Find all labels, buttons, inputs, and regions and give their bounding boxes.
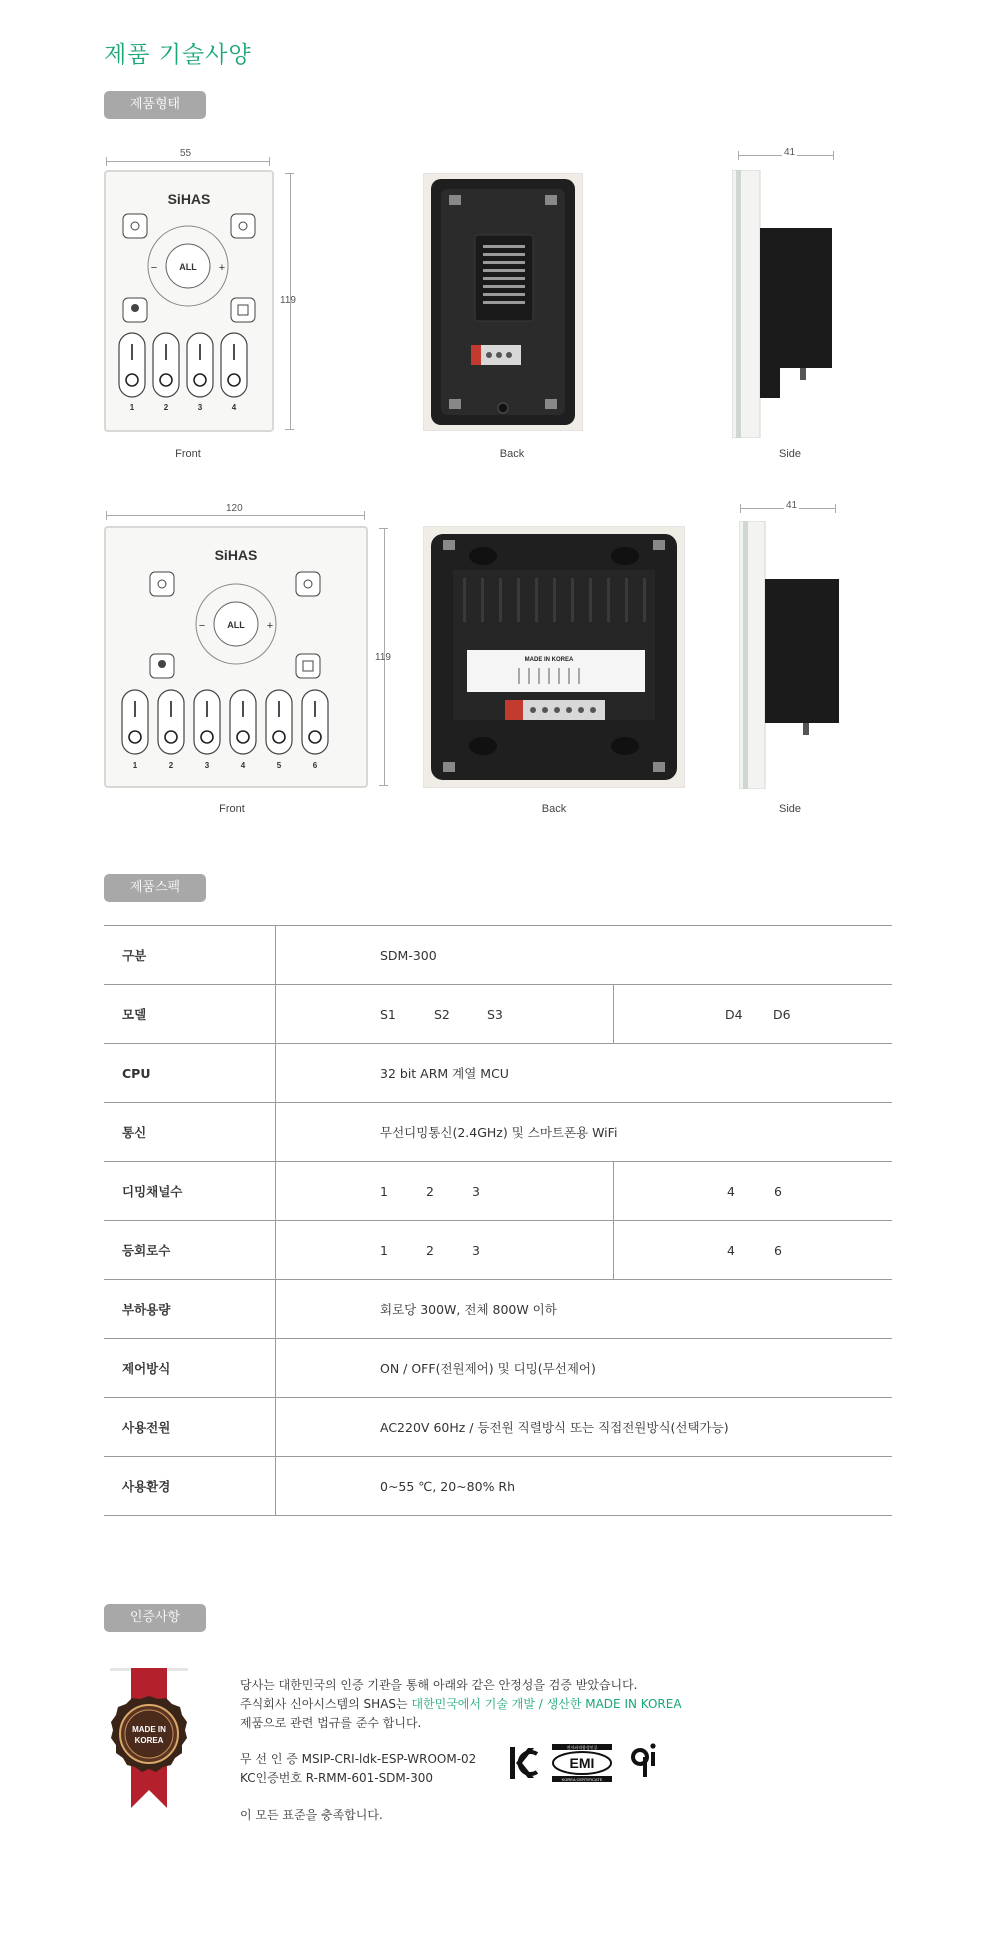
row-value: 32 bit ARM 계열 MCU [380, 1066, 509, 1081]
row-value: 1 [380, 1243, 388, 1258]
row-value: D6 [773, 1007, 791, 1022]
row-value: 0~55 ℃, 20~80% Rh [380, 1479, 516, 1494]
row-label: 디밍채널수 [122, 1184, 183, 1199]
table-row [104, 1457, 892, 1516]
svg-text:ALL: ALL [179, 262, 197, 272]
front-panel-image-4ch [104, 170, 274, 432]
svg-text:3: 3 [197, 403, 203, 412]
radio-cert-number: 무 선 인 증 MSIP-CRI-ldk-ESP-WROOM-02 [240, 1752, 477, 1766]
row-value: 2 [426, 1243, 434, 1258]
row-value: 무선디밍통신(2.4GHz) 및 스마트폰용 WiFi [380, 1125, 618, 1140]
svg-text:KOREA CERTIFICATE: KOREA CERTIFICATE [561, 1777, 603, 1782]
front-height-value: 119 [280, 295, 296, 306]
back-panel-image-4ch [423, 173, 583, 431]
row-label: 등회로수 [122, 1243, 171, 1258]
row-label: 부하용량 [122, 1302, 171, 1317]
table-row [104, 926, 892, 985]
svg-text:EMI: EMI [569, 1755, 595, 1771]
svg-text:KOREA: KOREA [134, 1736, 164, 1745]
page-title: 제품 기술사양 [104, 42, 252, 68]
row-value: 4 [727, 1243, 735, 1258]
row-value: 3 [472, 1243, 480, 1258]
front-panel-image-6ch [104, 526, 368, 788]
table-row [104, 1221, 892, 1280]
spec-table [104, 925, 892, 1516]
width-dimension-line [106, 161, 270, 162]
front-label-6ch: Front [219, 803, 245, 815]
table-row [104, 1398, 892, 1457]
row-value: S3 [487, 1007, 503, 1022]
table-row [104, 1162, 892, 1221]
row-value: S1 [380, 1007, 396, 1022]
svg-text:−: − [198, 620, 206, 632]
row-value: D4 [725, 1007, 743, 1022]
cert-line-1: 당사는 대한민국의 인증 기관을 통해 아래와 같은 안정성을 검증 받았습니다. [240, 1678, 638, 1692]
svg-text:2: 2 [163, 403, 169, 412]
table-row [104, 1044, 892, 1103]
svg-text:ALL: ALL [227, 620, 245, 630]
cert-highlight: 대한민국에서 기술 개발 / 생산한 MADE IN KOREA [411, 1697, 682, 1711]
table-row [104, 985, 892, 1044]
svg-text:+: + [266, 620, 274, 632]
made-in-korea-badge-icon [104, 1668, 194, 1810]
svg-text:+: + [218, 262, 226, 274]
svg-text:SiHAS: SiHAS [214, 547, 258, 563]
svg-text:4: 4 [240, 761, 246, 770]
side-panel-image-6ch [739, 521, 843, 789]
front-width-value-6ch: 120 [226, 503, 243, 514]
row-value: S2 [434, 1007, 450, 1022]
row-value: 4 [727, 1184, 735, 1199]
row-label: 사용전원 [122, 1420, 171, 1435]
svg-text:1: 1 [132, 761, 138, 770]
section-label-product-form: 제품형태 [104, 91, 206, 119]
row-value: 6 [774, 1243, 782, 1258]
svg-text:전자파적합성인증: 전자파적합성인증 [566, 1745, 598, 1750]
svg-text:1: 1 [129, 403, 135, 412]
front-height-value-6ch: 119 [375, 652, 391, 663]
row-value: 1 [380, 1184, 388, 1199]
cert-conclusion: 이 모든 표준을 충족합니다. [240, 1808, 383, 1822]
side-panel-image-4ch [732, 170, 836, 438]
row-label: 제어방식 [122, 1361, 171, 1376]
svg-text:−: − [150, 262, 158, 274]
back-label-6ch: Back [541, 803, 567, 815]
table-row [104, 1339, 892, 1398]
row-value: AC220V 60Hz / 등전원 직렬방식 또는 직접전원방식(선택가능) [380, 1420, 729, 1435]
row-value: 회로당 300W, 전체 800W 이하 [380, 1302, 557, 1317]
table-row [104, 1103, 892, 1162]
table-row [104, 1280, 892, 1339]
side-label: Side [778, 448, 802, 460]
back-panel-image-6ch [423, 526, 685, 788]
front-label: Front [175, 448, 201, 460]
svg-text:2: 2 [168, 761, 174, 770]
cert-line-2-prefix: 주식회사 신아시스템의 SHAS는 [240, 1697, 412, 1711]
row-value: 2 [426, 1184, 434, 1199]
svg-text:MADE IN: MADE IN [132, 1725, 166, 1734]
svg-text:3: 3 [204, 761, 210, 770]
cert-line-2 [240, 1695, 682, 1712]
qi-mark-icon [629, 1740, 659, 1780]
width-dimension-line-6ch [106, 515, 365, 516]
row-value: ON / OFF(전원제어) 및 디밍(무선제어) [380, 1361, 596, 1376]
side-depth-value-6ch: 41 [786, 500, 798, 511]
svg-text:4: 4 [231, 403, 237, 412]
row-label: CPU [122, 1066, 151, 1081]
svg-text:5: 5 [276, 761, 282, 770]
side-depth-value: 41 [784, 147, 796, 158]
row-label: 모델 [122, 1007, 147, 1022]
row-label: 통신 [122, 1125, 147, 1140]
section-label-certification: 인증사항 [104, 1604, 206, 1632]
svg-text:MADE IN KOREA: MADE IN KOREA [524, 657, 574, 663]
side-label-6ch: Side [778, 803, 802, 815]
brand-logo: SiHAS [167, 191, 211, 207]
row-label: 구분 [122, 948, 147, 963]
row-value: 3 [472, 1184, 480, 1199]
section-label-product-spec: 제품스펙 [104, 874, 206, 902]
row-value: SDM-300 [380, 948, 437, 963]
kc-cert-number: KC인증번호 R-RMM-601-SDM-300 [240, 1771, 434, 1785]
svg-text:6: 6 [312, 761, 318, 770]
row-label: 사용환경 [122, 1479, 171, 1494]
emi-mark-icon [550, 1744, 614, 1782]
cert-line-3: 제품으로 관련 법규를 준수 합니다. [240, 1716, 422, 1730]
kc-mark-icon [509, 1744, 539, 1782]
front-width-value: 55 [180, 148, 192, 159]
row-value: 6 [774, 1184, 782, 1199]
back-label: Back [499, 448, 525, 460]
